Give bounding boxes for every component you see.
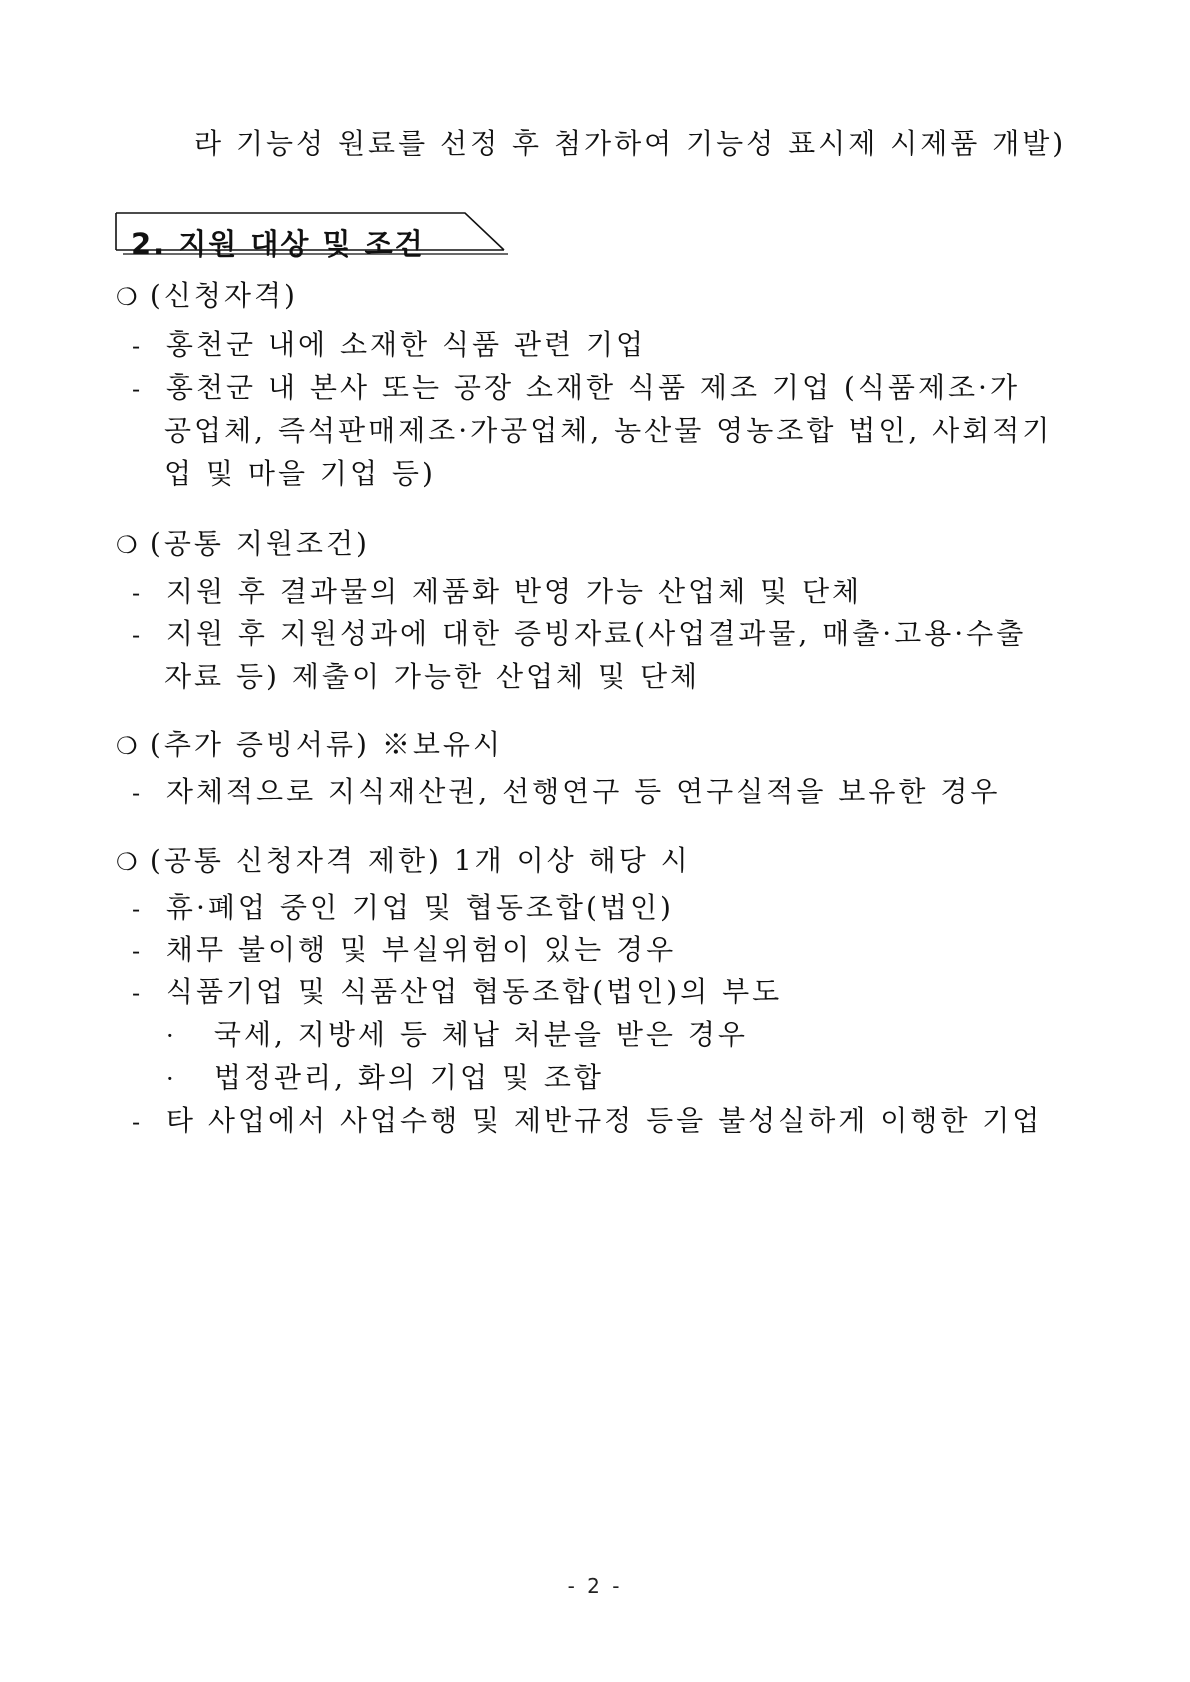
list-item [132, 775, 1001, 808]
dash-marker: - [132, 779, 141, 807]
dash-marker: - [132, 332, 141, 360]
dash-marker: - [132, 979, 141, 1007]
list-item [132, 891, 674, 924]
dash-marker: - [132, 937, 141, 965]
sub-list-item [166, 1061, 604, 1094]
list-item-text: 홍천군 내에 소재한 식품 관련 기업 [165, 328, 647, 361]
list-item-text: 자체적으로 지식재산권, 선행연구 등 연구실적을 보유한 경우 [165, 775, 1001, 808]
dash-marker: - [132, 579, 141, 607]
list-item-continuation: 업 및 마을 기업 등) [164, 457, 436, 490]
list-item [132, 975, 783, 1008]
section-heading: 2. 지원 대상 및 조건 [131, 227, 425, 261]
dot-marker: · [166, 1065, 174, 1093]
list-item-text: 휴·폐업 중인 기업 및 협동조합(법인) [165, 891, 674, 924]
page-number: - 2 - [567, 1574, 623, 1598]
list-item-text: 채무 불이행 및 부실위험이 있는 경우 [165, 933, 677, 966]
list-item-text: 지원 후 결과물의 제품화 반영 가능 산업체 및 단체 [165, 575, 863, 608]
list-item [132, 933, 677, 966]
restrictions-title: (공통 신청자격 제한) 1개 이상 해당 시 [149, 844, 691, 877]
list-item [132, 617, 1027, 650]
list-item-text: 식품기업 및 식품산업 협동조합(법인)의 부도 [165, 975, 783, 1008]
list-item [132, 575, 863, 608]
sub-list-item-text: 국세, 지방세 등 체납 처분을 받은 경우 [213, 1018, 748, 1051]
list-item-text: 타 사업에서 사업수행 및 제반규정 등을 불성실하게 이행한 기업 [165, 1104, 1043, 1137]
circle-bullet-icon: ❍ [116, 732, 138, 760]
common-conditions-title-row [116, 527, 370, 560]
dash-marker: - [132, 621, 141, 649]
dash-marker: - [132, 895, 141, 923]
list-item [132, 328, 647, 361]
list-item [132, 1104, 1043, 1137]
additional-docs-title: (추가 증빙서류) ※보유시 [149, 728, 503, 761]
restrictions-title-row [116, 844, 691, 877]
sub-list-item-text: 법정관리, 화의 기업 및 조합 [213, 1061, 604, 1094]
list-item-text: 지원 후 지원성과에 대한 증빙자료(사업결과물, 매출·고용·수출 [165, 617, 1027, 650]
intro-line: 라 기능성 원료를 선정 후 첨가하여 기능성 표시제 시제품 개발) [194, 127, 1067, 160]
circle-bullet-icon: ❍ [116, 283, 138, 311]
common-conditions-title: (공통 지원조건) [149, 527, 370, 560]
eligibility-title: (신청자격) [149, 279, 298, 312]
circle-bullet-icon: ❍ [116, 848, 138, 876]
list-item-continuation: 공업체, 즉석판매제조·가공업체, 농산물 영농조합 법인, 사회적기 [164, 414, 1053, 447]
list-item-text: 홍천군 내 본사 또는 공장 소재한 식품 제조 기업 (식품제조·가 [165, 371, 1020, 404]
eligibility-title-row [116, 279, 298, 312]
section-heading-box [115, 212, 545, 264]
additional-docs-title-row [116, 728, 503, 761]
dash-marker: - [132, 1108, 141, 1136]
dot-marker: · [166, 1022, 174, 1050]
dash-marker: - [132, 375, 141, 403]
circle-bullet-icon: ❍ [116, 531, 138, 559]
list-item-continuation: 자료 등) 제출이 가능한 산업체 및 단체 [164, 660, 701, 693]
list-item [132, 371, 1020, 404]
sub-list-item [166, 1018, 748, 1051]
